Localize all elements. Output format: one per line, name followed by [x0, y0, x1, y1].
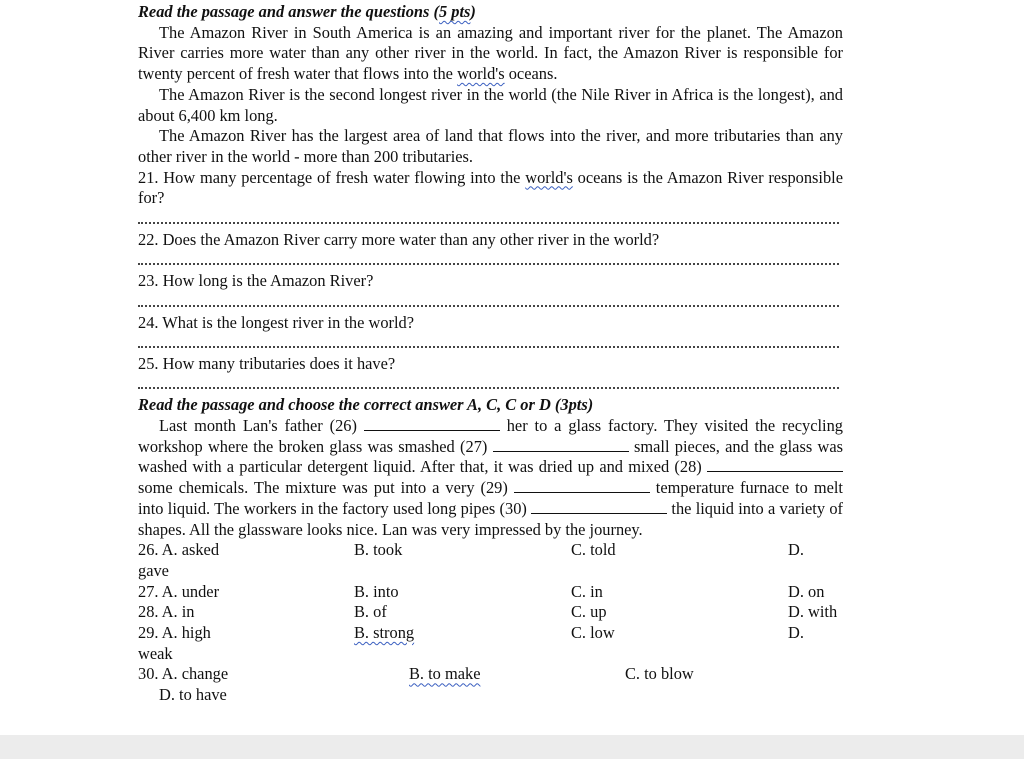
option-26-d[interactable]: D. — [788, 540, 804, 560]
option-27-d[interactable]: D. on — [788, 581, 825, 601]
option-30-d[interactable]: D. to have — [159, 685, 227, 705]
passage-paragraph-2: The Amazon River is the second longest river in the world (the Nile River in Africa is the longest), and about 6,400 km long. — [138, 84, 843, 125]
cloze-text-1: Last month Lan's father (26) — [159, 415, 357, 435]
passage-paragraph-1-text: The Amazon River in South America is an amazing and important river for the planet. The Amazon River carries more water than any other river in the world. In fact, the Amazon River is responsible for twenty percent of fresh water that flows into the — [138, 22, 843, 84]
document-body — [138, 2, 843, 706]
options-row-30 — [138, 664, 843, 685]
answer-line-25[interactable] — [138, 375, 843, 396]
options-row-29-wrap — [138, 644, 843, 665]
cloze-text-3: small pieces, and the glass was washed with a particular detergent liquid. After that, it was dried up and mixed (28) — [138, 436, 843, 477]
options-row-29 — [138, 623, 843, 644]
option-30-c[interactable]: C. to blow — [625, 664, 694, 684]
cloze-text-6: the liquid into a variety of shapes. All the glassware looks nice. Lan was very impressed by the journey. — [138, 498, 843, 539]
blank-28[interactable] — [707, 457, 843, 472]
options-row-26-wrap — [138, 561, 843, 582]
question-23: 23. How long is the Amazon River? — [138, 271, 374, 291]
blank-26[interactable] — [364, 416, 500, 431]
section1-heading-text: Read the passage and answer the questions ( — [138, 2, 439, 21]
option-26-a[interactable]: 26. A. asked — [138, 540, 220, 560]
option-28-b[interactable]: B. of — [354, 602, 387, 622]
cloze-passage — [138, 416, 843, 540]
section1-heading-points: 5 pts — [439, 2, 471, 21]
blank-30[interactable] — [531, 499, 667, 514]
option-29-c[interactable]: C. low — [571, 622, 615, 642]
option-27-b[interactable]: B. into — [354, 581, 399, 601]
answer-line-21[interactable] — [138, 209, 843, 230]
option-29-a[interactable]: 29. A. high — [138, 622, 211, 642]
passage-paragraph-1-end: oceans. — [504, 64, 558, 84]
section1-heading — [138, 2, 843, 23]
option-30-a[interactable]: 30. A. change — [138, 664, 229, 684]
question-21-text: 21. How many percentage of fresh water flowing into the — [138, 167, 526, 187]
question-21 — [138, 168, 843, 209]
passage-paragraph-1-world: world's — [457, 64, 505, 84]
passage-paragraph-3: The Amazon River has the largest area of land that flows into the river, and more tributaries than any other river in the world - more than 200 tributaries. — [138, 126, 843, 166]
section2-heading: Read the passage and choose the correct answer A, C, C or D (3pts) — [138, 395, 594, 415]
answer-line-23[interactable] — [138, 292, 843, 313]
question-21-end: oceans is the Amazon River responsible for? — [138, 167, 843, 208]
blank-29[interactable] — [514, 478, 650, 493]
option-28-a[interactable]: 28. A. in — [138, 602, 195, 622]
option-27-a[interactable]: 27. A. under — [138, 581, 220, 601]
question-22: 22. Does the Amazon River carry more water than any other river in the world? — [138, 229, 660, 249]
question-24: 24. What is the longest river in the world? — [138, 312, 414, 332]
cloze-text-4: some chemicals. The mixture was put into a very (29) — [138, 478, 508, 498]
section1-heading-close: ) — [470, 2, 476, 21]
cloze-text-5: temperature furnace to melt into liquid. The workers in the factory used long pipes (30) — [138, 478, 843, 518]
option-30-b-text: B. to make — [409, 664, 481, 684]
question-21-world: world's — [525, 167, 573, 187]
options-row-27 — [138, 582, 843, 603]
option-28-d[interactable]: D. with — [788, 602, 838, 622]
window-bottom-bar — [0, 735, 1024, 759]
option-28-c[interactable]: C. up — [571, 602, 607, 622]
options-row-26 — [138, 540, 843, 561]
option-29-b-text: B. strong — [354, 622, 415, 642]
blank-27[interactable] — [493, 437, 629, 452]
option-26-d-text: gave — [138, 560, 169, 580]
question-25: 25. How many tributaries does it have? — [138, 353, 396, 373]
options-row-28 — [138, 602, 843, 623]
option-29-d[interactable]: D. — [788, 622, 804, 642]
option-26-b[interactable]: B. took — [354, 540, 403, 560]
option-29-d-text: weak — [138, 643, 173, 663]
option-26-c[interactable]: C. told — [571, 540, 616, 560]
options-row-30-wrap — [138, 685, 843, 706]
answer-line-22[interactable] — [138, 250, 843, 271]
answer-line-24[interactable] — [138, 333, 843, 354]
option-27-c[interactable]: C. in — [571, 581, 603, 601]
cloze-text-2: her to a glass factory. They visited the recycling workshop where the broken glass was smashed (27) — [138, 415, 844, 456]
passage-paragraph-1 — [138, 23, 843, 85]
